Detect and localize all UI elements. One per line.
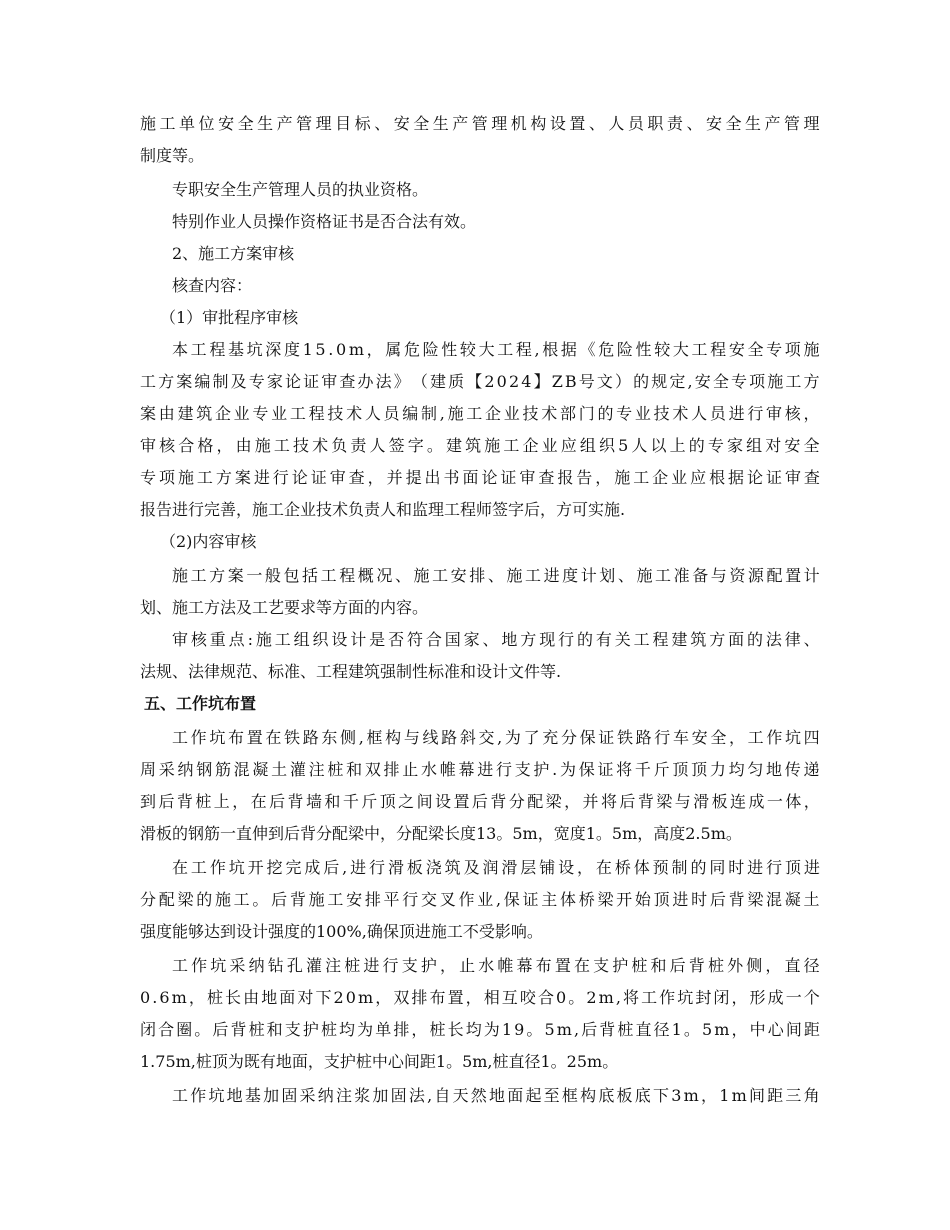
para-line: 审 核 重 点 : 施 工 组 织 设 计 是 否 符 合 国 家 、 地 方 现 行 的 有 关 工 程 建 筑 方 面 的 法 律 、 [172, 630, 820, 649]
para-line: 报告进行完善，施工企业技术负责人和监理工程师签字后，方可实施. [140, 500, 626, 519]
para-line: 在 工 作 坑 开 挖 完 成 后 , 进 行 滑 板 浇 筑 及 润 滑 层 铺 设 ， 在 桥 体 预 制 的 同 时 进 行 顶 进 [172, 858, 820, 877]
item-heading: （2)内容审核 [160, 532, 257, 551]
para-line: 周 采 纳 钢 筋 混 凝 土 灌 注 桩 和 双 排 止 水 帷 幕 进 行 支 护 . 为 保 证 将 千 斤 顶 顶 力 均 匀 地 传 递 [140, 760, 820, 779]
item-heading: （1）审批程序审核 [160, 308, 299, 327]
para-line: 核查内容： [172, 276, 253, 295]
para-line: 工 方 案 编 制 及 专 家 论 证 审 查 办 法 》 （ 建 质 【 2 0 2 4 】 Z B 号 文 ） 的 规 定 , 安 全 专 项 施 工 方 [140, 372, 820, 391]
para-line: 制度等。 [140, 146, 205, 165]
para-line: 本 工 程 基 坑 深 度 1 5 . 0 m ， 属 危 险 性 较 大 工 程 , 根 据 《 危 险 性 较 大 工 程 安 全 专 项 施 [172, 340, 820, 359]
para-line: 特别作业人员操作资格证书是否合法有效。 [172, 212, 477, 231]
para-line: 分 配 梁 的 施 工 。 后 背 施 工 安 排 平 行 交 叉 作 业 , 保 证 主 体 桥 梁 开 始 顶 进 时 后 背 梁 混 凝 土 [140, 890, 820, 909]
para-line: 滑板的钢筋一直伸到后背分配梁中，分配梁长度13。5m，宽度1。5m，高度2.5m。 [140, 824, 742, 843]
para-line: 闭 合 圈 。 后 背 桩 和 支 护 桩 均 为 单 排 ， 桩 长 均 为 1 9 。 5 m , 后 背 桩 直 径 1 。 5 m ， 中 心 间 距 [140, 1020, 820, 1039]
para-line: 划、施工方法及工艺要求等方面的内容。 [140, 598, 429, 617]
para-line: 工 作 坑 采 纳 钻 孔 灌 注 桩 进 行 支 护 ， 止 水 帷 幕 布 置 在 支 护 桩 和 后 背 桩 外 侧 ， 直 径 [172, 956, 820, 975]
para-line: 施 工 方 案 一 般 包 括 工 程 概 况 、 施 工 安 排 、 施 工 进 度 计 划 、 施 工 准 备 与 资 源 配 置 计 [172, 566, 820, 585]
para-line: 工 作 坑 布 置 在 铁 路 东 侧 , 框 构 与 线 路 斜 交 , 为 了 充 分 保 证 铁 路 行 车 安 全 ， 工 作 坑 四 [172, 728, 820, 747]
section-heading: 五、工作坑布置 [144, 694, 257, 713]
para-line: 专 项 施 工 方 案 进 行 论 证 审 查 ， 并 提 出 书 面 论 证 审 查 报 告 ， 施 工 企 业 应 根 据 论 证 审 查 [140, 468, 820, 487]
para-line: 法规、法律规范、标准、工程建筑强制性标准和设计文件等. [140, 662, 562, 681]
para-line: 案 由 建 筑 企 业 专 业 工 程 技 术 人 员 编 制 , 施 工 企 业 技 术 部 门 的 专 业 技 术 人 员 进 行 审 核 ， [140, 404, 820, 423]
para-line: 审 核 合 格 ， 由 施 工 技 术 负 责 人 签 字 。 建 筑 施 工 企 业 应 组 织 5 人 以 上 的 专 家 组 对 安 全 [140, 436, 820, 455]
section-subheading: 2、施工方案审核 [172, 244, 295, 263]
para-line: 1.75m,桩顶为既有地面，支护桩中心间距1。5m,桩直径1。25m。 [140, 1052, 619, 1071]
para-line: 工 作 坑 地 基 加 固 采 纳 注 浆 加 固 法 , 自 天 然 地 面 起 至 框 构 底 板 底 下 3 m ， 1 m 间 距 三 角 [172, 1086, 820, 1105]
para-line: 专职安全生产管理人员的执业资格。 [172, 180, 429, 199]
para-line: 施 工 单 位 安 全 生 产 管 理 目 标 、 安 全 生 产 管 理 机 构 设 置 、 人 员 职 责 、 安 全 生 产 管 理 [140, 114, 820, 133]
para-line: 强度能够达到设计强度的100%,确保顶进施工不受影响。 [140, 922, 543, 941]
para-line: 到 后 背 桩 上 ， 在 后 背 墙 和 千 斤 顶 之 间 设 置 后 背 分 配 梁 ， 并 将 后 背 梁 与 滑 板 连 成 一 体 ， [140, 792, 820, 811]
para-line: 0 . 6 m ， 桩 长 由 地 面 对 下 2 0 m ， 双 排 布 置 ， 相 互 咬 合 0 。 2 m , 将 工 作 坑 封 闭 ， 形 成 一 个 [140, 988, 820, 1007]
